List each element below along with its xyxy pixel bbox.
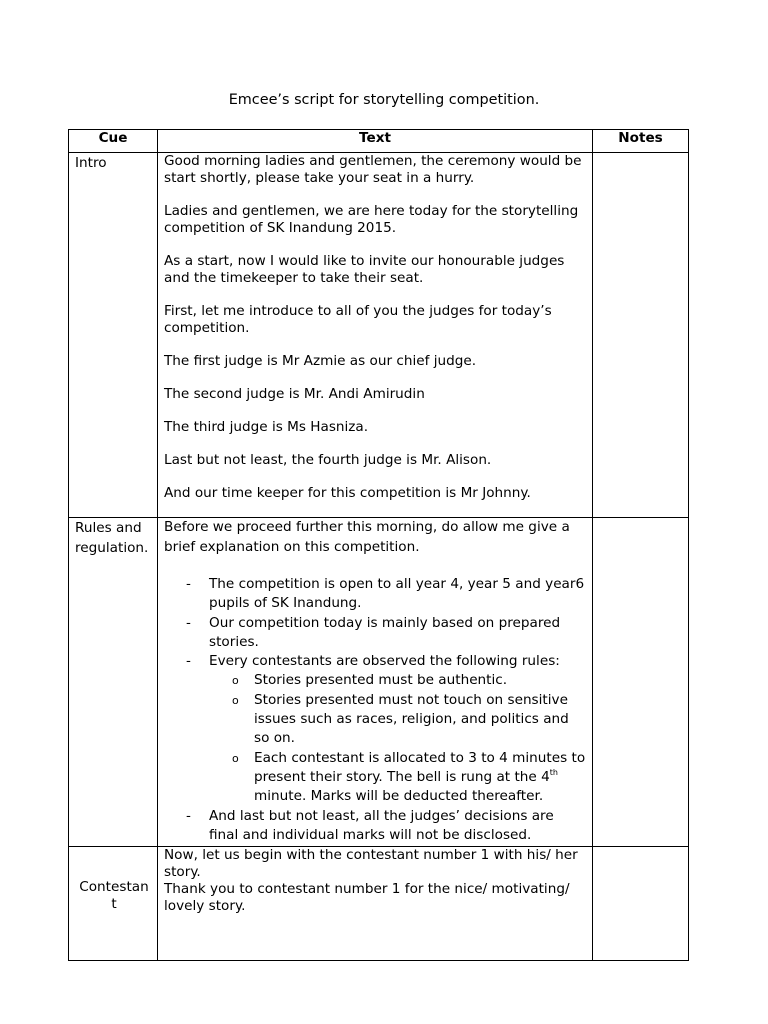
intro-paragraph: Last but not least, the fourth judge is Mr. Alison.: [164, 452, 492, 468]
cue-rules: Rules and regulation.: [69, 518, 158, 847]
header-text: Text: [158, 130, 593, 153]
sub-list-item: o Stories presented must be authentic.: [164, 671, 586, 690]
superscript-th: th: [549, 767, 558, 777]
list-item: - The competition is open to all year 4, year 5 and year6 pupils of SK Inandung.: [186, 576, 585, 612]
intro-paragraph: Good morning ladies and gentlemen, the ceremony would be start shortly, please take your seat in a hurry.: [164, 153, 582, 186]
list-item: - And last but not least, all the judges’ decisions are final and individual marks will not be disclosed.: [186, 807, 554, 843]
script-table: [68, 129, 689, 961]
table-row-contestant: [69, 847, 689, 961]
notes-rules: [593, 518, 689, 847]
contestant-line: Now, let us begin with the contestant number 1 with his/ her story.: [164, 847, 578, 880]
intro-paragraph: First, let me introduce to all of you the judges for today’s competition.: [164, 303, 552, 336]
list-item: - Every contestants are observed the following rules: o Stories presented must be authentic. o Stories presented must not touch on sensitive issues such as races, religion, and politics and so on. o Each contestant is allocated to 3 to 4 minutes to present their story. The bell is rung at the 4th minute. Marks will be deducted thereafter.: [164, 652, 586, 806]
notes-intro: [593, 153, 689, 518]
circle-bullet: o: [232, 674, 239, 688]
circle-bullet: o: [232, 751, 239, 765]
rules-list: [164, 575, 586, 845]
dash-bullet: -: [186, 614, 191, 631]
dash-bullet: -: [186, 807, 191, 824]
document-title: Emcee’s script for storytelling competition.: [228, 92, 540, 108]
table-row-rules: [69, 518, 689, 847]
header-notes: Notes: [593, 130, 689, 153]
circle-bullet: o: [232, 693, 239, 707]
text-intro: [158, 153, 593, 518]
header-cue: Cue: [69, 130, 158, 153]
intro-paragraph: Ladies and gentlemen, we are here today for the storytelling competition of SK Inandung 2015.: [164, 203, 579, 236]
notes-contestant: [593, 847, 689, 961]
intro-paragraph: And our time keeper for this competition is Mr Johnny.: [164, 485, 531, 501]
intro-paragraph: The first judge is Mr Azmie as our chief judge.: [164, 353, 477, 369]
cue-intro: Intro: [69, 153, 158, 518]
table-header-row: [69, 130, 689, 153]
cue-contestant: Contestan t: [69, 847, 158, 961]
list-item: - Our competition today is mainly based on prepared stories.: [186, 614, 561, 650]
dash-bullet: -: [186, 653, 191, 670]
contestant-line: Thank you to contestant number 1 for the nice/ motivating/ lovely story.: [164, 881, 570, 914]
sub-list-item: o Stories presented must not touch on sensitive issues such as races, religion, and politics and so on.: [232, 691, 569, 747]
text-rules: [158, 518, 593, 847]
intro-paragraph: The third judge is Ms Hasniza.: [164, 419, 369, 435]
sub-list-item: o Each contestant is allocated to 3 to 4 minutes to present their story. The bell is rung at the 4th minute. Marks will be deducted thereafter.: [232, 749, 586, 805]
intro-paragraph: The second judge is Mr. Andi Amirudin: [164, 386, 425, 402]
intro-paragraph: As a start, now I would like to invite our honourable judges and the timekeeper to take their seat.: [164, 253, 565, 286]
text-contestant: [158, 847, 593, 961]
rules-intro: Before we proceed further this morning, do allow me give a brief explanation on this competition.: [164, 519, 570, 555]
sub-rules-list: [209, 671, 586, 806]
table-row-intro: [69, 153, 689, 518]
dash-bullet: -: [186, 576, 191, 592]
